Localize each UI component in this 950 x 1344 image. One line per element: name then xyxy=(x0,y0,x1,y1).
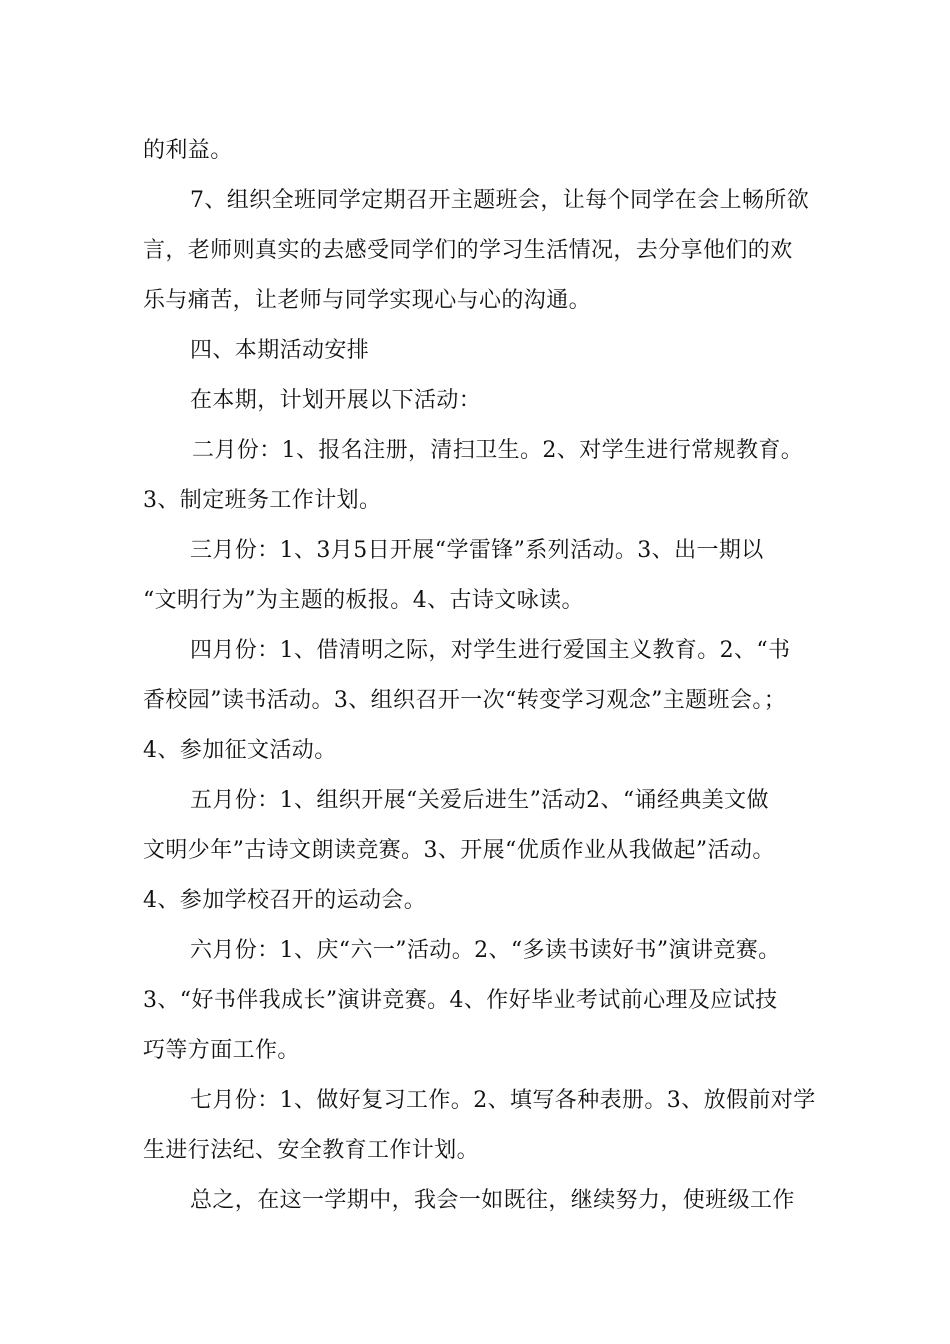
text-line: 3、制定班务工作计划。 xyxy=(143,488,382,513)
section-heading: 四、本期活动安排 xyxy=(190,338,370,363)
text-line: 言，老师则真实的去感受同学们的学习生活情况，去分享他们的欢 xyxy=(143,238,793,263)
text-line: “文明行为”为主题的板报。4、古诗文咏读。 xyxy=(143,588,584,613)
text-line: 二月份：1、报名注册，清扫卫生。2、对学生进行常规教育。 xyxy=(192,438,804,463)
text-line: 总之，在这一学期中，我会一如既往，继续努力，使班级工作 xyxy=(190,1188,795,1213)
text-line: 7、组织全班同学定期召开主题班会，让每个同学在会上畅所欲 xyxy=(190,188,810,213)
text-line: 的利益。 xyxy=(143,138,233,163)
text-line: 乐与痛苦，让老师与同学实现心与心的沟通。 xyxy=(143,288,592,313)
text-line: 巧等方面工作。 xyxy=(143,1038,300,1063)
text-line: 文明少年”古诗文朗读竞赛。3、开展“优质作业从我做起”活动。 xyxy=(143,838,775,863)
text-line: 香校园”读书活动。3、组织召开一次“转变学习观念”主题班会。； xyxy=(143,688,787,713)
text-line: 四月份：1、借清明之际，对学生进行爱国主义教育。2、“书 xyxy=(190,638,791,663)
text-line: 六月份：1、庆“六一”活动。2、“多读书读好书”演讲竞赛。 xyxy=(190,938,781,963)
text-line: 生进行法纪、安全教育工作计划。 xyxy=(143,1138,480,1163)
text-line: 五月份：1、组织开展“关爱后进生”活动2、“诵经典美文做 xyxy=(190,788,769,813)
text-line: 七月份：1、做好复习工作。2、填写各种表册。3、放假前对学 xyxy=(190,1088,816,1113)
text-line: 4、参加征文活动。 xyxy=(143,738,337,763)
text-line: 在本期，计划开展以下活动： xyxy=(190,388,482,413)
text-line: 4、参加学校召开的运动会。 xyxy=(143,888,427,913)
text-line: 三月份：1、3月5日开展“学雷锋”系列活动。3、出一期以 xyxy=(190,538,764,563)
text-line: 3、“好书伴我成长”演讲竞赛。4、作好毕业考试前心理及应试技 xyxy=(143,988,778,1013)
